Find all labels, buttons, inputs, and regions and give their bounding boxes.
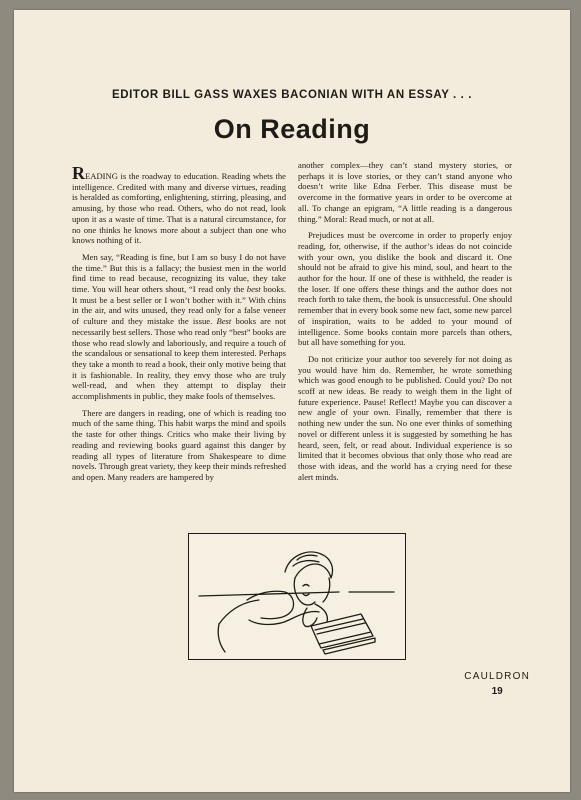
paragraph: READING is the roadway to education. Reading whets the intelligence. Credited with many and diverse virtues, reading is heralded as comforting, enlightening, stirring, pleasing, and amusing, by those who read. Others, who do not read, look upon it as a waste of time. That is a natural circumstance, for no one thinks he knows more about a subject than one who knows nothing of it. bbox=[72, 163, 286, 246]
page-number: 19 bbox=[491, 686, 503, 697]
drop-cap: R bbox=[72, 163, 85, 183]
page-footer bbox=[464, 671, 530, 697]
right-column bbox=[298, 160, 512, 488]
paragraph: There are dangers in reading, one of which is reading too much of the same thing. This habit warps the mind and spoils the taste for other things. Critics who make their living by reading and reviewing books guard against this danger by reading all types of literature from Shakespeare to dime novels. Through great variety, they keep their minds refreshed and open. Many readers are hampered by bbox=[72, 407, 286, 482]
kicker-headline: EDITOR BILL GASS WAXES BACONIAN WITH AN ESSAY . . . bbox=[111, 89, 473, 101]
magazine-page bbox=[14, 10, 570, 792]
boy-reading-book-drawing bbox=[189, 534, 405, 659]
article-title: On Reading bbox=[213, 114, 371, 144]
paragraph: Do not criticize your author too severely for not doing as you would have him do. Remember, he wrote something which was good enough to be published. Could you? Do not scoff at new ideas. Be ready to weigh them in the light of future experience. Pause! Reflect! Maybe you can discover a new angle of your own. Finally, remember that there is nothing new under the sun. No one ever thinks of something novel or different unless it is suggested by something he has heard, seen, felt, or read about. Individual experience is so limited that it becomes obvious that only those who read are those with ideas, and the world has a crying need for these alert minds. bbox=[298, 353, 512, 482]
magazine-name: CAULDRON bbox=[464, 671, 530, 682]
paragraph: Men say, “Reading is fine, but I am so busy I do not have the time.” But this is a fallacy; the busiest men in the world find time to read because, recognizing its value, they take time. You will hear others shout, “I read only the best books. It must be a best seller or I won’t bother with it.” With chins in the air, and wits unused, they read only for a false veneer of culture and they mistake the issue. Best books are not necessarily best sellers. Those who read only “best” books are those who read slowly and laboriously, and require a touch of the scandalous or sensational to keep them interested. Perhaps they take a month to read a book, their only motive being that it is fashionable. In reality, they envy those who are truly well-read, and when they attempt to display their accomplishments in public, they make fools of themselves. bbox=[72, 251, 287, 402]
paragraph: another complex—they can’t stand mystery stories, or perhaps it is love stories, or they can’t stand anyone who doesn’t write like Edna Ferber. This disease must be overcome in the formative years in order to be overcome at all. To change an epigram, “A little reading is a dangerous thing.” Moral: Read much, or not at all. bbox=[298, 160, 512, 224]
paragraph: Prejudices must be overcome in order to properly enjoy reading, for, otherwise, if the author’s ideas do not coincide with your own, you dislike the book and discard it. One should not be afraid to give his mind, soul, and heart to the author for the hour. If one of these is withheld, the reader is the loser. If one offers these things and the author does not reach forth to take them, the book is unsuccessful. One should remember that in every book some new fact, some new parcel of inspiration, waits to be added to your mound of intelligence. Some books contain more parcels than others, but all have something for you. bbox=[298, 230, 512, 348]
reader-illustration bbox=[188, 533, 406, 660]
left-column bbox=[72, 163, 287, 489]
